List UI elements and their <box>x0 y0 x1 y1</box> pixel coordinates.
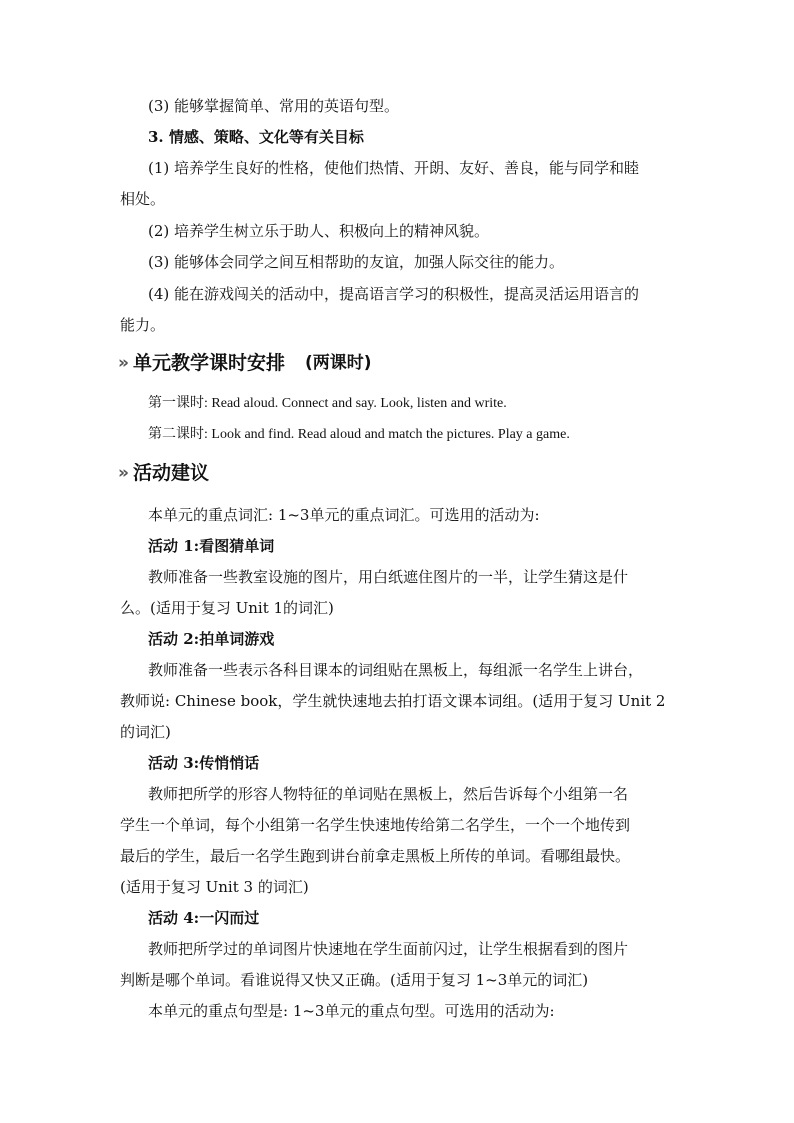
activity-4-line-2: 判断是哪个单词。看谁说得又快又正确。(适用于复习 1~3单元的词汇) <box>120 971 589 989</box>
activity-2-line-1: 教师准备一些表示各科目课本的词组贴在黑板上，每组派一名学生上讲台， <box>148 661 644 679</box>
activity-3-line-3: 最后的学生，最后一名学生跑到讲台前拿走黑板上所传的单词。看哪组最快。 <box>120 847 631 865</box>
activity-2-line-2: 教师说: Chinese book，学生就快速地去拍打语文课本词组。(适用于复习 Unit 2 <box>120 692 666 710</box>
schedule-heading <box>118 351 372 375</box>
goal-4-line-1: (4) 能在游戏闯关的活动中，提高语言学习的积极性，提高灵活运用语言的 <box>148 285 640 303</box>
activity-1-title: 活动 1:看图猜单词 <box>148 537 275 555</box>
activity-3-line-4: (适用于复习 Unit 3 的词汇) <box>120 878 309 896</box>
goal-2: (2) 培养学生树立乐于助人、积极向上的精神风貌。 <box>148 222 490 240</box>
activity-2-line-3: 的词汇) <box>120 723 171 741</box>
goal-1-line-1: (1) 培养学生良好的性格，使他们热情、开朗、友好、善良，能与同学和睦 <box>148 159 640 177</box>
lesson-1: 第一课时: Read aloud. Connect and say. Look, listen and write. <box>148 396 507 411</box>
double-chevron-icon: » <box>118 463 125 483</box>
objective-item-3: (3) 能够掌握简单、常用的英语句型。 <box>148 97 400 115</box>
goal-4-line-2: 能力。 <box>120 316 166 334</box>
activity-4-line-1: 教师把所学过的单词图片快速地在学生面前闪过，让学生根据看到的图片 <box>148 940 629 958</box>
activity-4-title: 活动 4:一闪而过 <box>148 909 260 927</box>
key-sentences-intro: 本单元的重点句型是: 1~3单元的重点句型。可选用的活动为: <box>148 1002 555 1020</box>
activity-1-line-2: 么。(适用于复习 Unit 1的词汇) <box>120 599 334 617</box>
section-title-emotion-goals: 3. 情感、策略、文化等有关目标 <box>148 128 364 146</box>
key-words-intro: 本单元的重点词汇: 1~3单元的重点词汇。可选用的活动为: <box>148 506 540 524</box>
activities-heading <box>118 461 209 485</box>
activities-heading-text: 活动建议 <box>132 462 209 484</box>
double-chevron-icon: » <box>118 353 125 373</box>
lesson-2: 第二课时: Look and find. Read aloud and match the pictures. Play a game. <box>148 427 570 442</box>
activity-1-line-1: 教师准备一些教室设施的图片，用白纸遮住图片的一半，让学生猜这是什 <box>148 568 629 586</box>
activity-3-line-2: 学生一个单词，每个小组第一名学生快速地传给第二名学生，一个一个地传到 <box>120 816 631 834</box>
activity-3-line-1: 教师把所学的形容人物特征的单词贴在黑板上，然后告诉每个小组第一名 <box>148 785 629 803</box>
schedule-heading-text: 单元教学课时安排 <box>132 352 285 374</box>
activity-3-title: 活动 3:传悄悄话 <box>148 754 260 772</box>
schedule-subheading: (两课时) <box>305 353 372 373</box>
goal-1-line-2: 相处。 <box>120 190 166 208</box>
goal-3: (3) 能够体会同学之间互相帮助的友谊，加强人际交往的能力。 <box>148 253 565 271</box>
activity-2-title: 活动 2:拍单词游戏 <box>148 630 275 648</box>
